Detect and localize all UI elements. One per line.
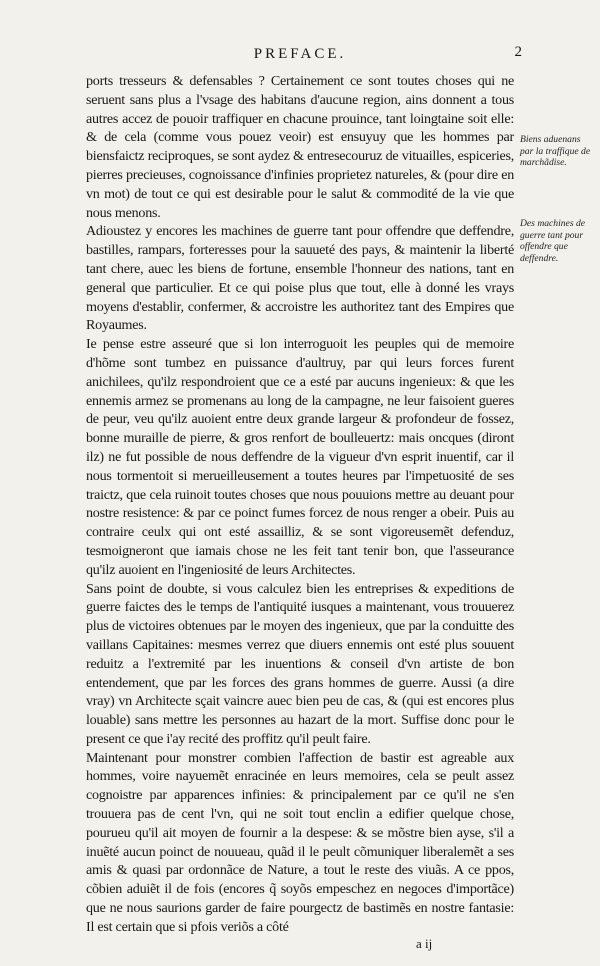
paragraph-4: Sans point de doubte, si vous calculez bien les entreprises & expeditions de guerre faictes des le temps de l'antiquité iusques a maintenant, vous trouuerez plus de victoires obtenues par le moyen des ingenieux, que par la conduitte des vaillans Capitaines: mesmes verrez que diuers ennemis ont esté plus souuent reduitz a l'extremité par les inuentions & conseil d'vn artiste de bon entendement, que par les forces des grans hommes de guerre. Aussi (a dire vray) vn Architecte sçait vaincre auec bien peu de cas, & (qui est encores plus louable) sans mettre les personnes au hazart de la mort. Suffise donc pour le present ce que i'ay recité des proffitz qu'il peult faire. bbox=[86, 580, 514, 747]
paragraph-3: Ie pense estre asseuré que si lon interroguoit les peuples qui de memoire d'hõme sont tumbez en puissance d'aultruy, par qui leurs forces furent anichilees, qu'ilz respondroient que ce a esté par aucuns ingenieux: & que les ennemis armez se promenans au long de la campagne, ne leur faisoient gueres de peur, veu qu'ilz auoient entre deux grande largeur & profondeur de fossez, bonne muraille de pierre, & gros renfort de boulleuertz: mais oncques (diront ilz) ne fut possible de nous deffendre de la vigueur d'vn esprit inuentif, car il nous tormentoit si merueilleusement a toutes heures par l'impetuosité de ses traictz, que cela ruinoit toutes choses que nous pouuions mettre au deuant pour nostre resistence: & par ce poinct fumes forcez de nous renger a obeir. Puis au contraire ceulx qui ont esté assailliz, & se sont vigoreusemẽt defenduz, tesmoigneront que iamais chose ne les feit tant tenir bon, que l'asseurance qu'ilz auoient en l'ingeniosité de leurs Architectes. bbox=[86, 336, 514, 578]
margin-note-war-machines: Des machines de guerre tant pour offendre que deffendre. bbox=[520, 218, 586, 264]
page-header bbox=[86, 44, 522, 72]
signature-mark: a ij bbox=[416, 936, 433, 951]
paragraph-5: Maintenant pour monstrer combien l'affection de bastir est agreable aux hommes, voire nayuemẽt enracinée en leurs memoires, cela se peult assez cognoistre par apparences infinies: & principalement par ce qu'il ne s'en trouuera pas de cent l'vn, qui ne soit tout enclin a edifier quelque chose, pourueu qu'il ait moyen de fournir a la despese: & se mõstre bien ayse, s'il a inuẽté aucun poinct de nouueau, quãd il le peult cõmuniquer liberalemẽt a ses amis & quasi par ordonnãce de Nature, a tout le reste des viuãs. A ce ppos, cõbien aduiẽt il de fois (encores q̃ soyõs empeschez en negoces d'importãce) que ne nous saurions garder de faire pourgectz de bastimẽs en nostre fantasie: Il est certain que si pfois veriõs a côté bbox=[86, 749, 514, 935]
folio-number: 2 bbox=[514, 44, 522, 60]
paragraph-1: ports tresseurs & defensables ? Certainement ce sont toutes choses qui ne seruent sans plus a l'vsage des habitans d'aucune region, ains donnent a tous autres accez de pouoir traffiquer en chacune prouince, tant loingtaine soit elle: & de cela (comme vous pouez veoir) est ensuyuy que les hommes par biensfaictz reciproques, se sont aydez & entresecouruz de vituailles, espiceries, pierres precieuses, cognoissance d'infinies proprietez natureles, & (pour dire en vn mot) de tout ce qui est desirable pour le salut & commodité de la vie que nous menons. bbox=[86, 73, 514, 221]
running-head: PREFACE. bbox=[253, 46, 347, 62]
paragraph-2: Adioustez y encores les machines de guerre tant pour offendre que deffendre, bastilles, rampars, forteresses pour la sauueté des pays, & maintenir la liberté tant chere, auec les biens de fortune, ensemble l'honneur des nations, tant en general que particulier. Et ce qui poise plus que tout, elle à donné les vrays moyens d'establir, confermer, & accroistre les authoritez tant des Empires que Royaumes. bbox=[86, 223, 514, 334]
body-text bbox=[86, 72, 514, 937]
margin-note-trade: Biens aduenans par la traffique de marchãdise. bbox=[520, 134, 591, 168]
